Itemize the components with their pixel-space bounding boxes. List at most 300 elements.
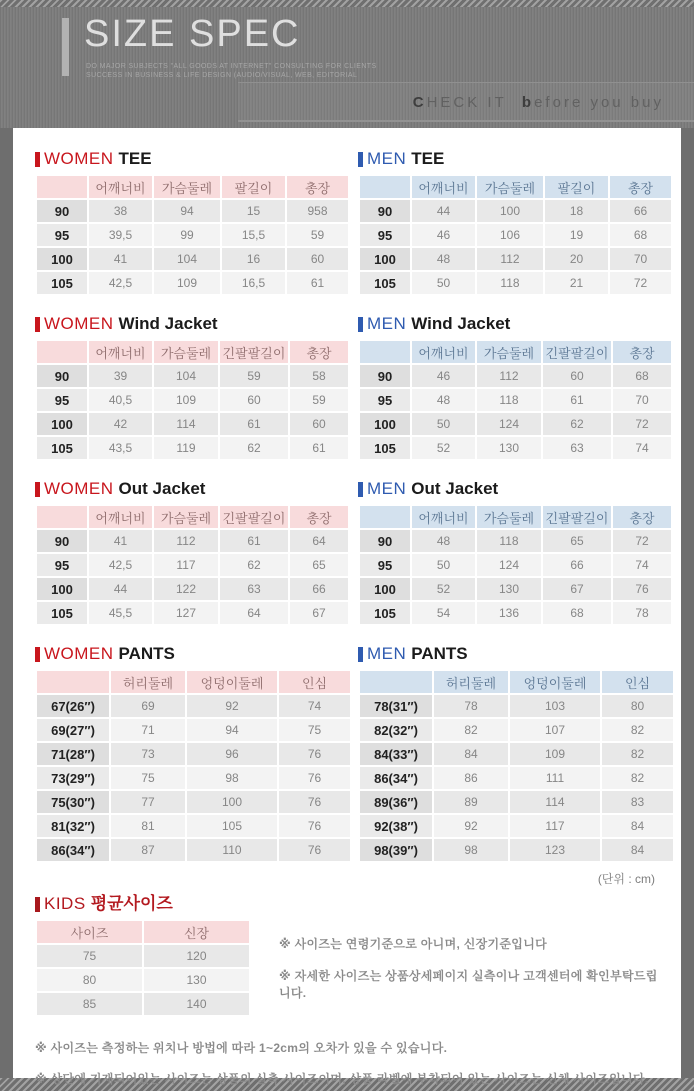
- value-cell: 61: [220, 530, 288, 552]
- value-cell: 45,5: [89, 602, 152, 624]
- table-row: [37, 578, 348, 600]
- header-row: [360, 671, 673, 693]
- value-cell: 78: [434, 695, 508, 717]
- value-cell: 61: [290, 437, 348, 459]
- column-header: 어깨너비: [412, 176, 475, 198]
- value-cell: 58: [290, 365, 348, 387]
- value-cell: 21: [545, 272, 608, 294]
- value-cell: 65: [290, 554, 348, 576]
- column-header: [360, 671, 432, 693]
- value-cell: 109: [154, 272, 220, 294]
- column-header: 가슴둘레: [154, 506, 218, 528]
- table-row: [360, 365, 671, 387]
- value-cell: 89: [434, 791, 508, 813]
- section-kids: [35, 895, 245, 1017]
- value-cell: 39: [89, 365, 152, 387]
- column-header: 가슴둘레: [154, 341, 218, 363]
- table-row: [37, 389, 348, 411]
- women-wind-jacket-table-container: [35, 339, 342, 461]
- table-row: [37, 767, 350, 789]
- row-label-cell: 105: [360, 602, 410, 624]
- section-title-women-wind-jacket: [35, 315, 342, 333]
- column-header: 인심: [602, 671, 673, 693]
- table-row: [360, 554, 671, 576]
- title-category: MEN: [367, 149, 407, 168]
- value-cell: 54: [412, 602, 475, 624]
- value-cell: 120: [144, 945, 249, 967]
- row-label-cell: 100: [360, 248, 410, 270]
- value-cell: 61: [220, 413, 288, 435]
- value-cell: 118: [477, 389, 541, 411]
- column-header: 총장: [613, 506, 671, 528]
- column-header: 팔길이: [222, 176, 285, 198]
- value-cell: 87: [111, 839, 185, 861]
- value-cell: 114: [154, 413, 218, 435]
- row-label-cell: 78(31″): [360, 695, 432, 717]
- section-title-women-tee: [35, 150, 342, 168]
- table-row: [360, 389, 671, 411]
- value-cell: 94: [154, 200, 220, 222]
- bottom-notes: [35, 1039, 659, 1087]
- table-row: [360, 413, 671, 435]
- value-cell: 40,5: [89, 389, 152, 411]
- section-men-tee: [358, 150, 665, 296]
- section-men-out-jacket: [358, 480, 665, 626]
- section-title-men-pants: [358, 645, 665, 663]
- kids-notes: [279, 895, 659, 1017]
- title-item: Out Jacket: [411, 479, 499, 498]
- column-header: 어깨너비: [412, 341, 475, 363]
- row-label-cell: 100: [37, 248, 87, 270]
- value-cell: 73: [111, 743, 185, 765]
- row-label-cell: 98(39″): [360, 839, 432, 861]
- value-cell: 124: [477, 413, 541, 435]
- page-header: [0, 7, 694, 128]
- value-cell: 15,5: [222, 224, 285, 246]
- column-header: 가슴둘레: [477, 341, 541, 363]
- title-category: MEN: [367, 314, 407, 333]
- value-cell: 72: [610, 272, 671, 294]
- value-cell: 69: [111, 695, 185, 717]
- row-label-cell: 90: [360, 200, 410, 222]
- row-label-cell: 90: [37, 200, 87, 222]
- section-men-pants: [358, 645, 665, 863]
- value-cell: 77: [111, 791, 185, 813]
- title-category: WOMEN: [44, 479, 114, 498]
- value-cell: 63: [220, 578, 288, 600]
- value-cell: 60: [220, 389, 288, 411]
- row-label-cell: 90: [360, 530, 410, 552]
- row-label-cell: 86(34″): [360, 767, 432, 789]
- header-accent-bar: [62, 18, 69, 76]
- title-item: Wind Jacket: [411, 314, 511, 333]
- value-cell: 50: [412, 554, 475, 576]
- table-row: [360, 578, 671, 600]
- value-cell: 104: [154, 365, 218, 387]
- value-cell: 100: [477, 200, 543, 222]
- value-cell: 63: [543, 437, 611, 459]
- value-cell: 60: [287, 248, 348, 270]
- table-row: [37, 530, 348, 552]
- row-label-cell: 95: [37, 554, 87, 576]
- value-cell: 80: [37, 969, 142, 991]
- section-women-wind-jacket: [35, 315, 342, 461]
- value-cell: 74: [279, 695, 350, 717]
- value-cell: 59: [220, 365, 288, 387]
- row-label-cell: 90: [37, 365, 87, 387]
- value-cell: 67: [290, 602, 348, 624]
- row-label-cell: 95: [360, 389, 410, 411]
- row-label-cell: 67(26″): [37, 695, 109, 717]
- column-header: [37, 506, 87, 528]
- value-cell: 48: [412, 248, 475, 270]
- size-table: [35, 669, 352, 863]
- header-row: [37, 176, 348, 198]
- section-title-women-pants: [35, 645, 342, 663]
- section-title-men-out-jacket: [358, 480, 665, 498]
- size-table: [358, 174, 673, 296]
- table-row: [37, 743, 350, 765]
- table-row: [360, 530, 671, 552]
- bottom-note-1: ※ 사이즈는 측정하는 위치나 방법에 따라 1~2cm의 오차가 있을 수 있습니다.: [35, 1041, 448, 1055]
- column-header: 신장: [144, 921, 249, 943]
- section-women-tee: [35, 150, 342, 296]
- kids-section-row: [35, 895, 659, 1017]
- title-category: MEN: [367, 479, 407, 498]
- value-cell: 130: [477, 437, 541, 459]
- value-cell: 140: [144, 993, 249, 1015]
- value-cell: 118: [477, 530, 541, 552]
- table-row: [37, 791, 350, 813]
- title-bar-icon: [358, 317, 363, 332]
- value-cell: 61: [287, 272, 348, 294]
- value-cell: 82: [602, 743, 673, 765]
- value-cell: 112: [477, 365, 541, 387]
- row-label-cell: 100: [360, 578, 410, 600]
- value-cell: 84: [602, 839, 673, 861]
- column-header: 총장: [610, 176, 671, 198]
- value-cell: 92: [187, 695, 277, 717]
- value-cell: 98: [434, 839, 508, 861]
- size-table: [35, 504, 350, 626]
- value-cell: 78: [613, 602, 671, 624]
- title-bar-icon: [35, 647, 40, 662]
- title-category: WOMEN: [44, 314, 114, 333]
- value-cell: 38: [89, 200, 152, 222]
- value-cell: 16: [222, 248, 285, 270]
- value-cell: 119: [154, 437, 218, 459]
- value-cell: 82: [602, 767, 673, 789]
- value-cell: 112: [477, 248, 543, 270]
- value-cell: 16,5: [222, 272, 285, 294]
- row-label-cell: 95: [360, 224, 410, 246]
- value-cell: 66: [610, 200, 671, 222]
- value-cell: 100: [187, 791, 277, 813]
- column-header: 총장: [287, 176, 348, 198]
- value-cell: 75: [37, 945, 142, 967]
- check-it-text: CHECK IT: [412, 94, 507, 111]
- value-cell: 136: [477, 602, 541, 624]
- women-pants-table-container: [35, 669, 342, 863]
- bottom-note-2: ※ 상단에 기재되어있는 사이즈는 상품의 실측 사이즈이며, 상품 라벨에 부착되어 있는 사이즈는 신체 사이즈입니다.: [35, 1072, 649, 1086]
- column-header: [360, 341, 410, 363]
- value-cell: 68: [543, 602, 611, 624]
- value-cell: 94: [187, 719, 277, 741]
- value-cell: 41: [89, 530, 152, 552]
- unit-note: (단위 : cm): [597, 872, 655, 886]
- section-men-wind-jacket: [358, 315, 665, 461]
- value-cell: 107: [510, 719, 600, 741]
- value-cell: 76: [613, 578, 671, 600]
- value-cell: 60: [290, 413, 348, 435]
- table-row: [37, 437, 348, 459]
- value-cell: 105: [187, 815, 277, 837]
- value-cell: 48: [412, 389, 475, 411]
- header-row: [37, 506, 348, 528]
- section-title-men-wind-jacket: [358, 315, 665, 333]
- title-item: Out Jacket: [118, 479, 206, 498]
- men-tee-table-container: [358, 174, 665, 296]
- column-header: 총장: [613, 341, 671, 363]
- value-cell: 114: [510, 791, 600, 813]
- section-women-pants: [35, 645, 342, 863]
- column-header: [37, 341, 87, 363]
- value-cell: 74: [613, 437, 671, 459]
- column-header: 긴팔팔길이: [543, 341, 611, 363]
- value-cell: 19: [545, 224, 608, 246]
- column-header: 가슴둘레: [154, 176, 220, 198]
- men-pants-table-container: [358, 669, 665, 863]
- title-item: 평균사이즈: [90, 894, 173, 913]
- row-label-cell: 73(29″): [37, 767, 109, 789]
- table-row: [360, 839, 673, 861]
- value-cell: 109: [510, 743, 600, 765]
- column-header: 허리둘레: [434, 671, 508, 693]
- value-cell: 70: [610, 248, 671, 270]
- title-category: WOMEN: [44, 644, 114, 663]
- title-bar-icon: [358, 482, 363, 497]
- row-label-cell: 75(30″): [37, 791, 109, 813]
- top-decor-strip: [0, 0, 694, 7]
- title-bar-icon: [35, 897, 40, 912]
- value-cell: 130: [144, 969, 249, 991]
- row-label-cell: 95: [37, 224, 87, 246]
- value-cell: 62: [220, 554, 288, 576]
- column-header: 가슴둘레: [477, 176, 543, 198]
- value-cell: 76: [279, 791, 350, 813]
- title-item: TEE: [118, 149, 152, 168]
- value-cell: 66: [543, 554, 611, 576]
- value-cell: 81: [111, 815, 185, 837]
- row-label-cell: 100: [37, 413, 87, 435]
- table-row: [37, 993, 249, 1015]
- table-row: [360, 815, 673, 837]
- size-table: [35, 174, 350, 296]
- kids-table-container: [35, 919, 245, 1017]
- value-cell: 76: [279, 815, 350, 837]
- value-cell: 104: [154, 248, 220, 270]
- title-bar-icon: [35, 152, 40, 167]
- column-header: 어깨너비: [89, 506, 152, 528]
- column-header: 엉덩이둘레: [187, 671, 277, 693]
- value-cell: 60: [543, 365, 611, 387]
- value-cell: 130: [477, 578, 541, 600]
- table-row: [360, 200, 671, 222]
- value-cell: 18: [545, 200, 608, 222]
- table-row: [360, 743, 673, 765]
- header-subtitle-line2: SUCCESS IN BUSINESS & LIFE DESIGN (AUDIO/VISUAL, WEB, EDITORIAL: [86, 72, 358, 79]
- table-row: [37, 719, 350, 741]
- table-row: [360, 272, 671, 294]
- size-table: [35, 339, 350, 461]
- table-row: [360, 602, 671, 624]
- size-table: [358, 339, 673, 461]
- value-cell: 82: [602, 719, 673, 741]
- value-cell: 118: [477, 272, 543, 294]
- row-label-cell: 95: [37, 389, 87, 411]
- row-label-cell: 100: [360, 413, 410, 435]
- table-row: [37, 815, 350, 837]
- value-cell: 111: [510, 767, 600, 789]
- table-row: [37, 248, 348, 270]
- row-label-cell: 69(27″): [37, 719, 109, 741]
- value-cell: 76: [279, 767, 350, 789]
- table-row: [360, 767, 673, 789]
- table-row: [360, 248, 671, 270]
- column-header: [360, 176, 410, 198]
- table-row: [37, 695, 350, 717]
- table-row: [360, 695, 673, 717]
- value-cell: 117: [510, 815, 600, 837]
- value-cell: 68: [613, 365, 671, 387]
- table-row: [37, 365, 348, 387]
- value-cell: 76: [279, 743, 350, 765]
- row-label-cell: 89(36″): [360, 791, 432, 813]
- column-header: 긴팔팔길이: [220, 341, 288, 363]
- column-header: 허리둘레: [111, 671, 185, 693]
- title-bar-icon: [358, 647, 363, 662]
- value-cell: 109: [154, 389, 218, 411]
- value-cell: 123: [510, 839, 600, 861]
- content-card: [13, 128, 681, 1086]
- value-cell: 74: [613, 554, 671, 576]
- value-cell: 64: [220, 602, 288, 624]
- women-out-jacket-table-container: [35, 504, 342, 626]
- value-cell: 71: [111, 719, 185, 741]
- value-cell: 86: [434, 767, 508, 789]
- value-cell: 44: [89, 578, 152, 600]
- value-cell: 42,5: [89, 272, 152, 294]
- value-cell: 64: [290, 530, 348, 552]
- value-cell: 75: [279, 719, 350, 741]
- value-cell: 122: [154, 578, 218, 600]
- value-cell: 103: [510, 695, 600, 717]
- section-title-women-out-jacket: [35, 480, 342, 498]
- title-category: WOMEN: [44, 149, 114, 168]
- value-cell: 127: [154, 602, 218, 624]
- value-cell: 68: [610, 224, 671, 246]
- value-cell: 84: [602, 815, 673, 837]
- size-table: [358, 669, 675, 863]
- value-cell: 61: [543, 389, 611, 411]
- column-header: [37, 671, 109, 693]
- table-row: [37, 945, 249, 967]
- size-table: [358, 504, 673, 626]
- title-item: TEE: [411, 149, 445, 168]
- value-cell: 96: [187, 743, 277, 765]
- value-cell: 59: [287, 224, 348, 246]
- row-label-cell: 84(33″): [360, 743, 432, 765]
- out-jacket-section-row: [35, 480, 659, 626]
- table-row: [37, 969, 249, 991]
- value-cell: 124: [477, 554, 541, 576]
- value-cell: 65: [543, 530, 611, 552]
- value-cell: 958: [287, 200, 348, 222]
- men-wind-jacket-table-container: [358, 339, 665, 461]
- header-row: [360, 341, 671, 363]
- value-cell: 42,5: [89, 554, 152, 576]
- table-row: [37, 602, 348, 624]
- value-cell: 106: [477, 224, 543, 246]
- column-header: 어깨너비: [412, 506, 475, 528]
- row-label-cell: 90: [37, 530, 87, 552]
- column-header: 어깨너비: [89, 341, 152, 363]
- value-cell: 20: [545, 248, 608, 270]
- check-it-banner: [238, 82, 694, 122]
- column-header: 어깨너비: [89, 176, 152, 198]
- row-label-cell: 105: [360, 272, 410, 294]
- value-cell: 67: [543, 578, 611, 600]
- row-label-cell: 105: [360, 437, 410, 459]
- column-header: 긴팔팔길이: [220, 506, 288, 528]
- value-cell: 80: [602, 695, 673, 717]
- value-cell: 52: [412, 437, 475, 459]
- section-women-out-jacket: [35, 480, 342, 626]
- title-bar-icon: [35, 317, 40, 332]
- header-row: [360, 176, 671, 198]
- value-cell: 46: [412, 365, 475, 387]
- value-cell: 98: [187, 767, 277, 789]
- title-item: PANTS: [411, 644, 468, 663]
- value-cell: 70: [613, 389, 671, 411]
- table-row: [37, 200, 348, 222]
- row-label-cell: 105: [37, 602, 87, 624]
- value-cell: 44: [412, 200, 475, 222]
- women-tee-table-container: [35, 174, 342, 296]
- value-cell: 82: [434, 719, 508, 741]
- value-cell: 76: [279, 839, 350, 861]
- column-header: 인심: [279, 671, 350, 693]
- value-cell: 52: [412, 578, 475, 600]
- value-cell: 99: [154, 224, 220, 246]
- value-cell: 39,5: [89, 224, 152, 246]
- title-item: Wind Jacket: [118, 314, 218, 333]
- section-title-men-tee: [358, 150, 665, 168]
- column-header: 긴팔팔길이: [543, 506, 611, 528]
- column-header: 가슴둘레: [477, 506, 541, 528]
- value-cell: 85: [37, 993, 142, 1015]
- table-row: [37, 224, 348, 246]
- row-label-cell: 90: [360, 365, 410, 387]
- value-cell: 92: [434, 815, 508, 837]
- row-label-cell: 105: [37, 437, 87, 459]
- row-label-cell: 95: [360, 554, 410, 576]
- value-cell: 50: [412, 272, 475, 294]
- title-bar-icon: [358, 152, 363, 167]
- title-category: KIDS: [44, 894, 86, 913]
- title-category: MEN: [367, 644, 407, 663]
- value-cell: 110: [187, 839, 277, 861]
